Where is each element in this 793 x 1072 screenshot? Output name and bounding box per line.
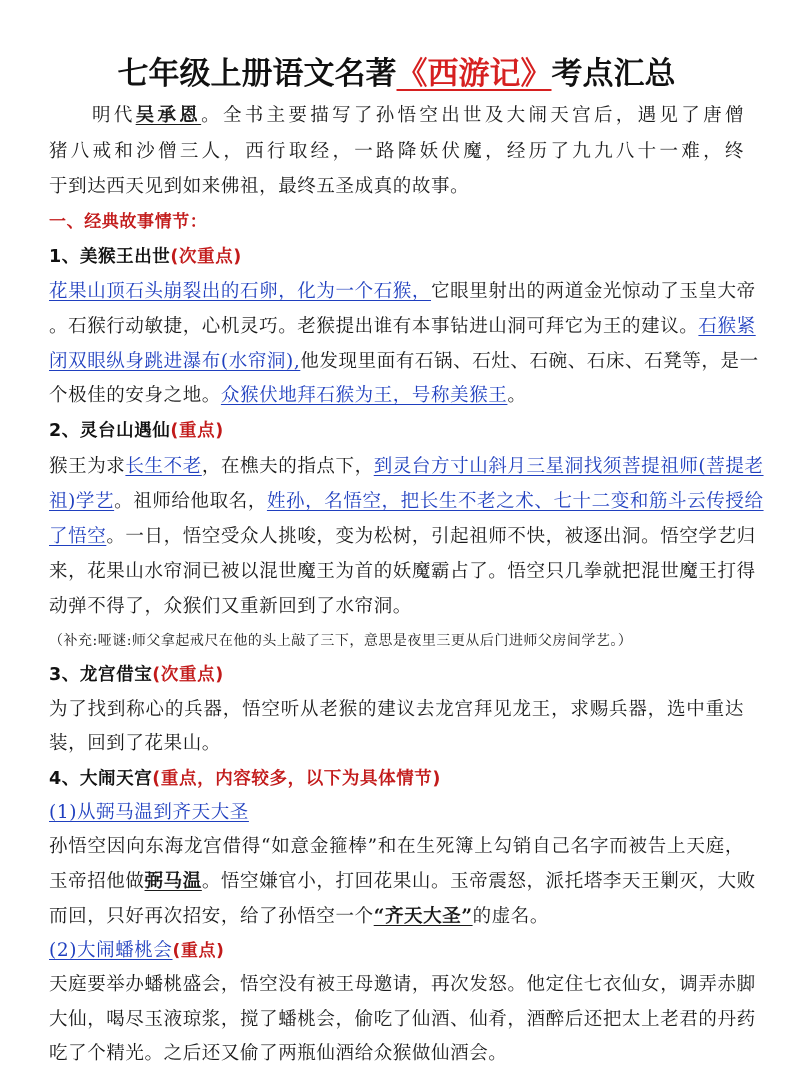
importance-tag: (重点，内容较多，以下为具体情节) bbox=[152, 769, 441, 789]
intro-line-2: 猪八戒和沙僧三人，西行取经，一路降妖伏魔，经历了九九八十一难，终 bbox=[49, 141, 744, 162]
title-book-name: 《西游记》 bbox=[396, 56, 552, 92]
page-title bbox=[0, 54, 793, 94]
story-3-line-1: 为了找到称心的兵器，悟空听从老猴的建议去龙宫拜见龙王，求赐兵器，选中重达 bbox=[49, 699, 744, 720]
keyword-qitiandasheng: “齐天大圣” bbox=[373, 906, 473, 927]
story-2-line-1: 猴王为求长生不老，在樵夫的指点下，到灵台方寸山斜月三星洞找须菩提祖师(菩提老 bbox=[49, 456, 764, 477]
importance-tag: (重点) bbox=[170, 421, 224, 441]
intro-line-3: 于到达西天见到如来佛祖，最终五圣成真的故事。 bbox=[49, 176, 470, 197]
story-1-line-3: 闭双眼纵身跳进瀑布(水帘洞),他发现里面有石锅、石灶、石碗、石床、石凳等，是一 bbox=[49, 351, 759, 372]
story-4-line-4: 天庭要举办蟠桃盛会，悟空没有被王母邀请，再次发怒。他定住七衣仙女，调弄赤脚 bbox=[49, 974, 756, 995]
story-2-line-4: 来，花果山水帘洞已被以混世魔王为首的妖魔霸占了。悟空只几拳就把混世魔王打得 bbox=[49, 561, 756, 582]
story-4-line-5: 大仙，喝尽玉液琼浆，搅了蟠桃会，偷吃了仙酒、仙肴，酒醉后还把太上老君的丹药 bbox=[49, 1009, 756, 1030]
story-1-line-2: 。石猴行动敏捷，心机灵巧。老猴提出谁有本事钻进山洞可拜它为王的建议。石猴紧 bbox=[49, 316, 756, 337]
story-2-line-3: 了悟空。一日，悟空受众人挑唆，变为松树，引起祖师不快，被逐出洞。悟空学艺归 bbox=[49, 526, 756, 547]
story-2-line-5: 动弹不得了，众猴们又重新回到了水帘洞。 bbox=[49, 596, 412, 617]
keyword-bimawen: 弼马温 bbox=[144, 871, 202, 892]
story-4-line-6: 吃了个精光。之后还又偷了两瓶仙酒给众猴做仙酒会。 bbox=[49, 1043, 508, 1064]
section-heading: 一、经典故事情节： bbox=[49, 212, 208, 232]
story-2-note: （补充:哑谜:师父拿起戒尺在他的头上敲了三下，意思是夜里三更从后门进师父房间学艺。） bbox=[49, 633, 633, 649]
story-1-line-1: 花果山顶石头崩裂出的石卵，化为一个石猴，它眼里射出的两道金光惊动了玉皇大帝 bbox=[49, 281, 756, 302]
story-4-line-1: 孙悟空因向东海龙宫借得“如意金箍棒”和在生死簿上勾销自己名字而被告上天庭， bbox=[49, 836, 744, 857]
story-1-line-4: 个极佳的安身之地。众猴伏地拜石猴为王，号称美猴王。 bbox=[49, 385, 527, 406]
title-prefix: 七年级上册语文名著 bbox=[117, 56, 397, 92]
story-2-heading: 2、灵台山遇仙(重点) bbox=[49, 421, 224, 441]
story-4-line-3: 而回，只好再次招安，给了孙悟空一个“齐天大圣”的虚名。 bbox=[49, 906, 549, 927]
story-3-line-2: 装，回到了花果山。 bbox=[49, 733, 221, 754]
story-4-heading: 4、大闹天宫(重点，内容较多，以下为具体情节) bbox=[49, 769, 441, 789]
story-4-line-2: 玉帝招他做弼马温。悟空嫌官小，打回花果山。玉帝震怒，派托塔李天王剿灭，大败 bbox=[49, 871, 756, 892]
intro-line-1: 明代吴承恩。全书主要描写了孙悟空出世及大闹天宫后，遇见了唐僧 bbox=[92, 105, 744, 126]
story-1-heading: 1、美猴王出世(次重点) bbox=[49, 247, 242, 267]
importance-tag: (重点) bbox=[172, 941, 225, 961]
title-suffix: 考点汇总 bbox=[551, 56, 676, 92]
story-4-subheading-1: (1)从弼马温到齐天大圣 bbox=[49, 802, 249, 823]
importance-tag: (次重点) bbox=[152, 665, 224, 685]
story-2-line-2: 祖)学艺。祖师给他取名，姓孙，名悟空，把长生不老之术、七十二变和筋斗云传授给 bbox=[49, 491, 764, 512]
story-4-subheading-2: (2)大闹蟠桃会(重点) bbox=[49, 940, 225, 961]
importance-tag: (次重点) bbox=[170, 247, 242, 267]
story-3-heading: 3、龙宫借宝(次重点) bbox=[49, 665, 224, 685]
author-name: 吴承恩 bbox=[135, 105, 202, 126]
